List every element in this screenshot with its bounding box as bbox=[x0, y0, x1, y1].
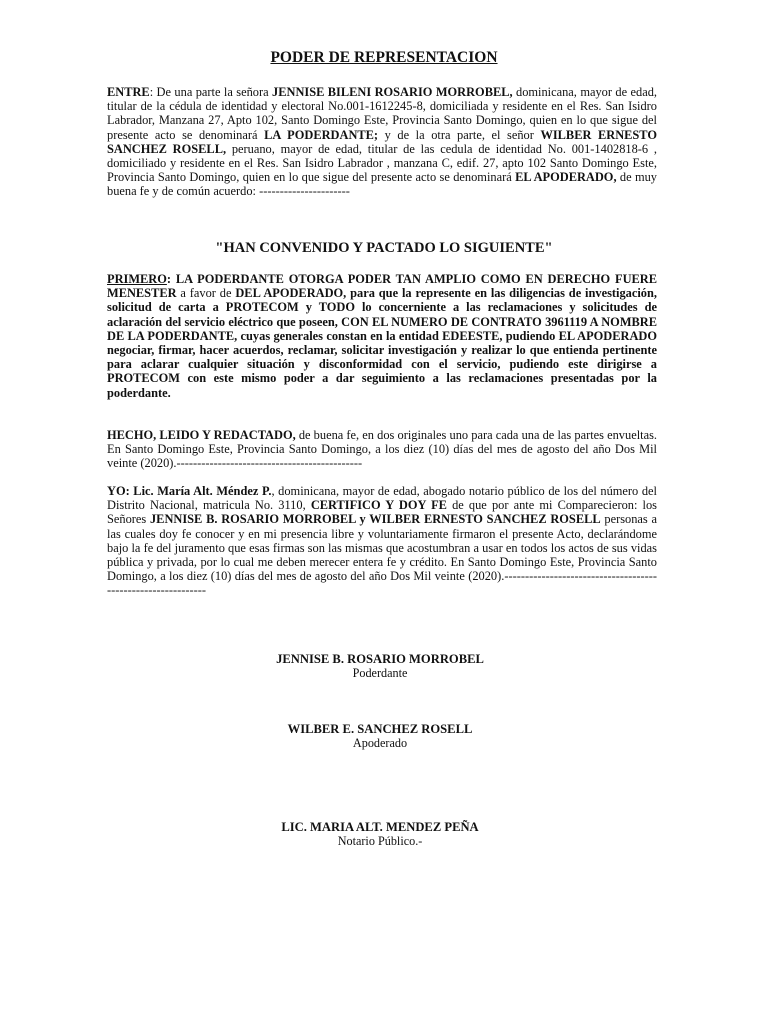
notary-label: YO: Lic. María Alt. Méndez P. bbox=[107, 484, 272, 498]
signature-name: JENNISE B. ROSARIO MORROBEL bbox=[276, 652, 484, 666]
signature-block-poderdante bbox=[180, 652, 580, 680]
primero-label: PRIMERO bbox=[107, 272, 167, 286]
notary-text-2: de que por ante mi Comparecieron: los Señores bbox=[107, 498, 657, 527]
primero-text-1: : LA PODERDANTE OTORGA PODER TAN AMPLIO COMO EN DERECHO FUERE MENESTER bbox=[107, 272, 657, 301]
document-title: PODER DE REPRESENTACION bbox=[270, 49, 498, 66]
apoderado-name: WILBER ERNESTO SANCHEZ ROSELL, bbox=[107, 127, 657, 156]
entre-text-1: : De una parte la señora bbox=[149, 85, 273, 99]
poderdante-label: LA PODERDANTE; bbox=[264, 127, 379, 142]
notary-text-3: personas a las cuales doy fe conocer y en mi presencia libre y voluntariamente firmaron el presente Acto, declarándome bajo la fe del juramento que esas firmas son las mismas que acostumbran a usar en todos los actos de sus vidas pública y privada, por lo cual me deben merecer entera fe y crédito. En Santo Domingo Este, Provincia Santo Domingo, a los diez (10) días del mes de agosto del año Dos Mil veinte (2020).------------------------------------------------------------- bbox=[107, 512, 657, 598]
signature-name: WILBER E. SANCHEZ ROSELL bbox=[287, 722, 473, 736]
poderdante-name: JENNISE BILENI ROSARIO MORROBEL, bbox=[272, 85, 513, 99]
primero-text-3: DEL APODERADO, para que la represente en las diligencias de investigación, solicitud de carta a PROTECOM y TODO lo concerniente a las reclamaciones y solicitudes de aclaración del servicio eléctrico que poseen, CON EL NUMERO DE CONTRATO 3961119 A NOMBRE DE LA PODERDANTE, cuyas generales constan en la entidad EDEESTE, pudiendo EL APODERADO negociar, firmar, hacer acuerdos, reclamar, solicitar investigación y realizar lo que entienda pertinente para aclarar cualquier situación y disconformidad con el servicio, pudiendo este dirigirse a PROTECOM con este mismo poder a dar seguimiento a las reclamaciones presentadas por la poderdante. bbox=[107, 286, 657, 400]
primero-text-2: a favor de bbox=[176, 286, 236, 301]
notary-paragraph bbox=[107, 484, 657, 598]
signature-name: LIC. MARIA ALT. MENDEZ PEÑA bbox=[281, 820, 479, 834]
signature-role: Notario Público.- bbox=[337, 834, 423, 849]
entre-text-2: dominicana, mayor de edad, titular de la cédula de identidad y electoral No.001-1612245-8, domiciliada y residente en el Res. San Isidro Labrador, Manzana 27, Apto 102, Santo Domingo Este, Provincia Santo Domingo, quien en lo que sigue del presente acto se denominará bbox=[107, 85, 657, 142]
hecho-label: HECHO, LEIDO Y REDACTADO, bbox=[107, 428, 296, 442]
agreement-heading: "HAN CONVENIDO Y PACTADO LO SIGUIENTE" bbox=[215, 240, 553, 256]
entre-text-5: de muy buena fe y de común acuerdo: ---------------------- bbox=[107, 170, 657, 199]
signature-role: Poderdante bbox=[352, 666, 408, 681]
entre-label: ENTRE bbox=[107, 85, 150, 99]
certifico-label: CERTIFICO Y DOY FE bbox=[310, 498, 447, 513]
signature-role: Apoderado bbox=[352, 736, 408, 751]
closing-paragraph bbox=[107, 428, 657, 471]
notary-text-1: , dominicana, mayor de edad, abogado notario público de los del número del Distrito Nacional, matricula No. 3110, bbox=[107, 484, 657, 513]
signature-block-notary bbox=[180, 820, 580, 848]
notary-names: JENNISE B. ROSARIO MORROBEL y WILBER ERNESTO SANCHEZ ROSELL bbox=[149, 512, 601, 527]
first-clause-paragraph bbox=[107, 272, 657, 400]
signature-block-apoderado bbox=[180, 722, 580, 750]
parties-paragraph bbox=[107, 85, 657, 199]
entre-text-3: y de la otra parte, el señor bbox=[378, 127, 541, 142]
hecho-text: de buena fe, en dos originales uno para cada una de las partes envueltas. En Santo Domingo Este, Provincia Santo Domingo, a los diez (10) días del mes de agosto del año Dos Mil veinte (2020).--------------------------------------------- bbox=[107, 428, 657, 471]
entre-text-4: peruano, mayor de edad, titular de las cedula de identidad No. 001-1402818-6 , domiciliado y residente en el Res. San Isidro Labrador , manzana C, edif. 27, apto 102 Santo Domingo Este, Provincia Santo Domingo, quien en lo que sigue del presente acto se denominará bbox=[107, 141, 657, 185]
apoderado-label: EL APODERADO, bbox=[515, 170, 617, 185]
